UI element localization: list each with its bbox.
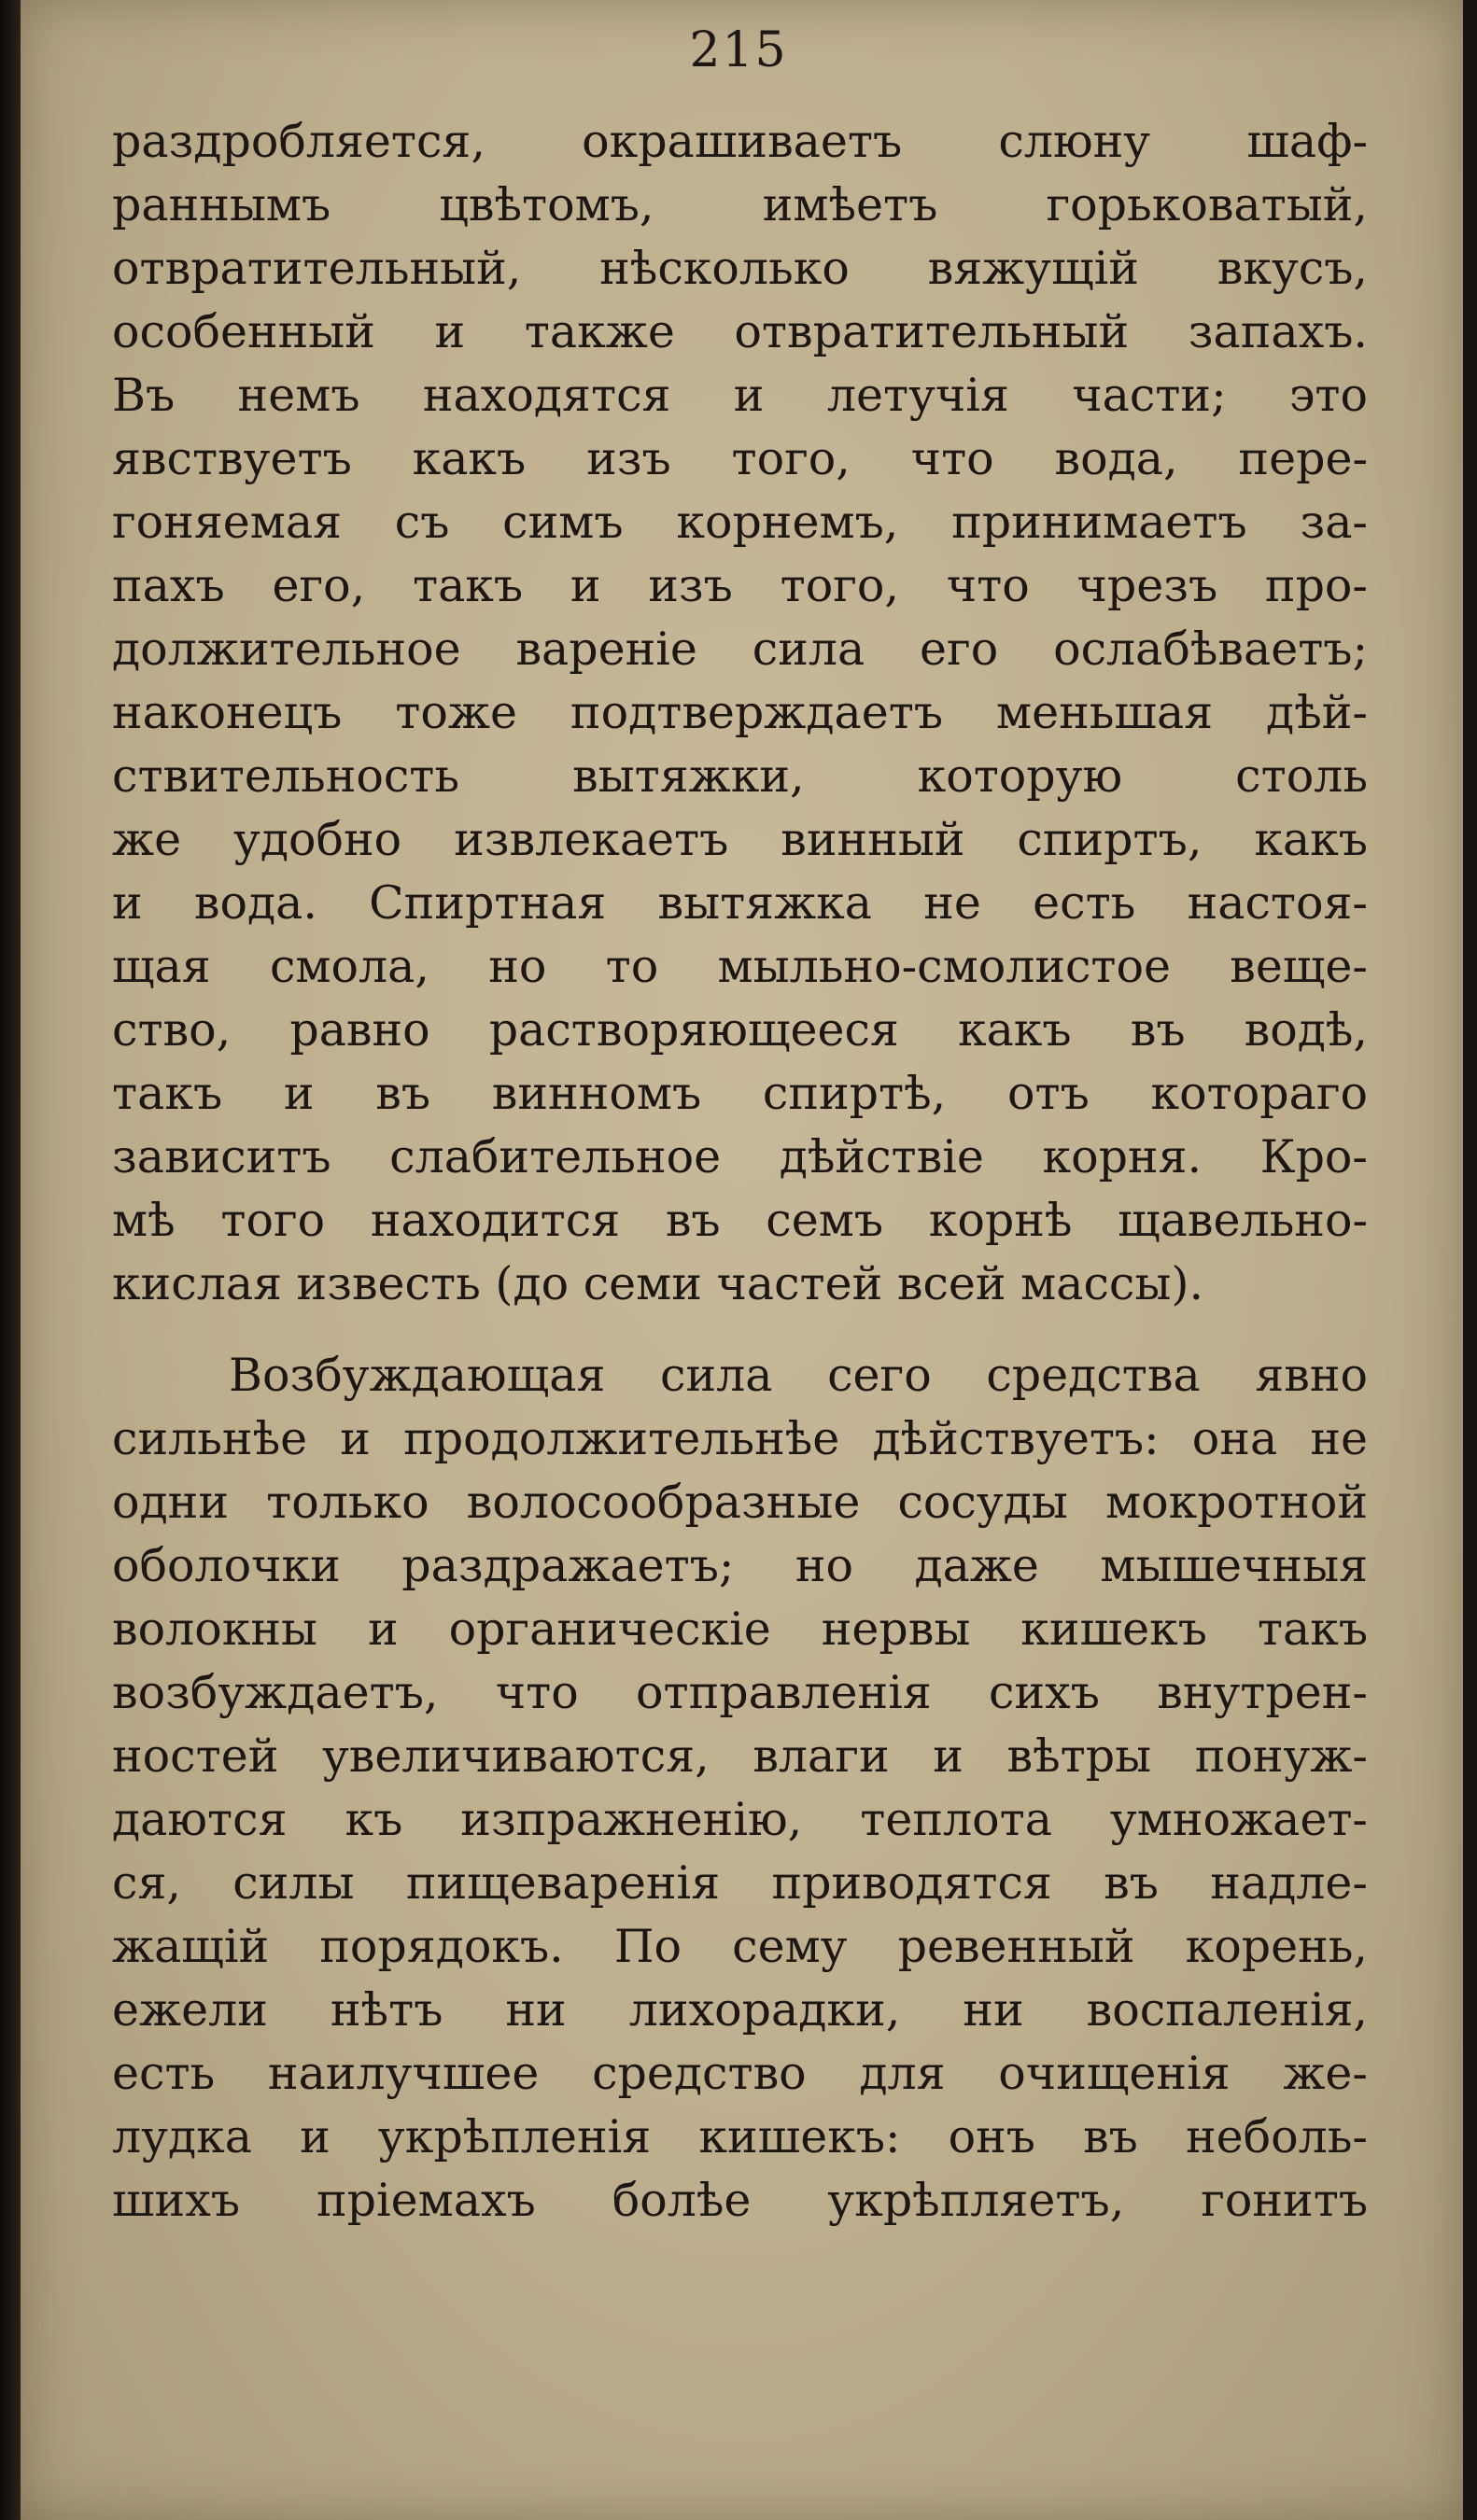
text-line: лудка и укрѣпленія кишекъ: онъ въ неболь- (112, 2110, 1368, 2163)
text-line: мѣ того находится въ семъ корнѣ щавельно- (112, 1194, 1368, 1247)
text-line: щая смола, но то мыльно-смолистое веще- (112, 940, 1368, 993)
binding-edge (0, 0, 21, 2520)
text-line: жащій порядокъ. По сему ревенный корень, (112, 1920, 1368, 1973)
text-line: оболочки раздражаетъ; но даже мышечныя (112, 1539, 1368, 1592)
text-line: гоняемая съ симъ корнемъ, принимаетъ за- (112, 496, 1368, 549)
text-line: явствуетъ какъ изъ того, что вода, пере- (112, 432, 1368, 485)
text-line: ство, равно растворяющееся какъ въ водѣ, (112, 1003, 1368, 1057)
text-line: же удобно извлекаетъ винный спиртъ, какъ (112, 813, 1368, 866)
text-line: зависитъ слабительное дѣйствіе корня. Кро- (112, 1130, 1368, 1183)
text-line: кислая известь (до семи частей всей массы). (112, 1257, 1204, 1310)
text-line: есть наилучшее средство для очищенія же- (112, 2047, 1368, 2100)
text-line: такъ и въ винномъ спиртѣ, отъ котораго (112, 1067, 1368, 1120)
text-line: ся, силы пищеваренія приводятся въ надле- (112, 1856, 1368, 1910)
text-line: ствительность вытяжки, которую столь (112, 749, 1368, 803)
text-line: и вода. Спиртная вытяжка не есть настоя- (112, 876, 1368, 930)
text-line: ностей увеличиваются, влаги и вѣтры понуж- (112, 1729, 1368, 1783)
text-line: наконецъ тоже подтверждаетъ меньшая дѣй- (112, 686, 1368, 739)
text-line: одни только волосообразные сосуды мокротной (112, 1476, 1368, 1529)
text-line: даются къ изпражненію, теплота умножает- (112, 1793, 1368, 1846)
text-line: ежели нѣтъ ни лихорадки, ни воспаленія, (112, 1983, 1368, 2037)
text-line: шихъ пріемахъ болѣе укрѣпляетъ, гонитъ (112, 2174, 1368, 2227)
text-line: раннымъ цвѣтомъ, имѣетъ горьковатый, (112, 178, 1368, 231)
text-line: Возбуждающая сила сего средства явно (229, 1349, 1368, 1402)
text-line: пахъ его, такъ и изъ того, что чрезъ про- (112, 559, 1368, 612)
text-line: волокны и органическіе нервы кишекъ такъ (112, 1603, 1368, 1656)
text-line: отвратительный, нѣсколько вяжущій вкусъ, (112, 242, 1368, 295)
paragraph-1 (112, 110, 1368, 1316)
page-number: 215 (689, 22, 788, 78)
text-line: раздробляется, окрашиваетъ слюну шаф- (112, 115, 1368, 168)
text-line: возбуждаетъ, что отправленія сихъ внутрен- (112, 1666, 1368, 1719)
text-line: особенный и также отвратительный запахъ. (112, 305, 1368, 358)
text-line: Въ немъ находятся и летучія части; это (112, 369, 1368, 422)
text-line: должительное вареніе сила его ослабѣваетъ; (112, 623, 1368, 676)
text-line: сильнѣе и продолжительнѣе дѣйствуетъ: она не (112, 1412, 1368, 1465)
paragraph-2 (112, 1344, 1368, 2233)
